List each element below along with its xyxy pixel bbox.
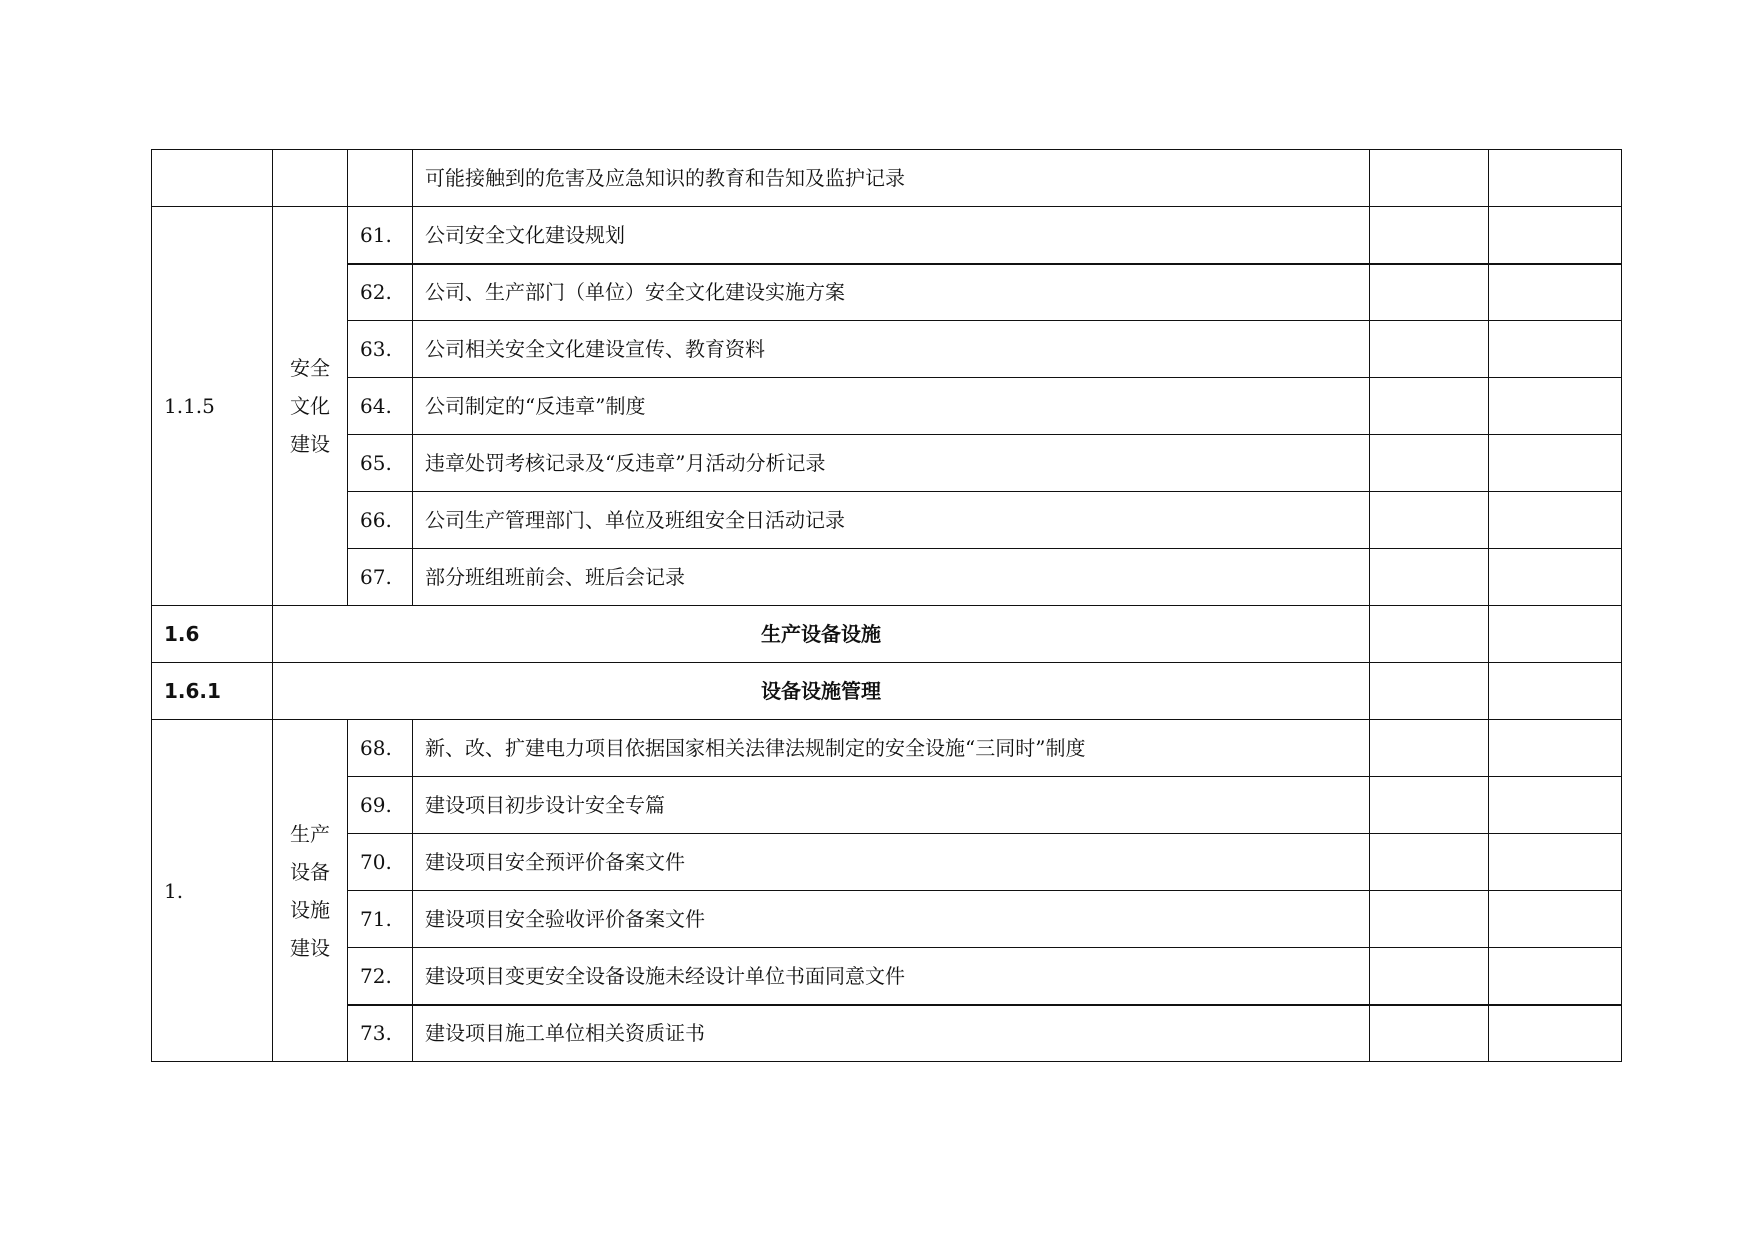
item-number: 61. xyxy=(348,207,413,264)
blank-cell xyxy=(1489,777,1622,834)
item-number: 66. xyxy=(348,492,413,549)
item-number: 68. xyxy=(348,720,413,777)
category-label: 生产设备设施建设 xyxy=(290,821,330,960)
blank-cell xyxy=(1489,492,1622,549)
item-number: 70. xyxy=(348,834,413,891)
blank-cell xyxy=(1370,834,1489,891)
blank-cell xyxy=(1489,321,1622,378)
item-text: 建设项目安全预评价备案文件 xyxy=(413,834,1370,891)
section-code: 1.6.1 xyxy=(152,663,273,720)
blank-cell xyxy=(1489,720,1622,777)
item-number: 67. xyxy=(348,549,413,606)
section-header-row xyxy=(152,663,1622,720)
table-row xyxy=(152,492,1622,549)
blank-cell xyxy=(1489,549,1622,606)
table-row xyxy=(152,378,1622,435)
table-row xyxy=(152,150,1622,207)
blank-cell xyxy=(1489,207,1622,264)
table-row xyxy=(152,834,1622,891)
section-code: 1. xyxy=(152,720,273,1062)
section-code: 1.1.5 xyxy=(152,207,273,606)
table-row xyxy=(152,720,1622,777)
blank-cell xyxy=(1370,549,1489,606)
blank-cell xyxy=(1370,891,1489,948)
blank-cell xyxy=(1489,948,1622,1005)
item-text: 公司安全文化建设规划 xyxy=(413,207,1370,264)
item-text: 公司、生产部门（单位）安全文化建设实施方案 xyxy=(413,264,1370,321)
table-row xyxy=(152,207,1622,264)
blank-cell xyxy=(1370,264,1489,321)
category-cell xyxy=(273,720,348,1062)
blank-cell xyxy=(1489,435,1622,492)
item-text: 新、改、扩建电力项目依据国家相关法律法规制定的安全设施“三同时”制度 xyxy=(413,720,1370,777)
item-number: 71. xyxy=(348,891,413,948)
blank-cell xyxy=(1489,1005,1622,1062)
blank-cell xyxy=(1370,948,1489,1005)
item-number: 63. xyxy=(348,321,413,378)
category-cell xyxy=(273,207,348,606)
section-title: 设备设施管理 xyxy=(273,663,1370,720)
blank-cell xyxy=(1370,663,1489,720)
item-text: 违章处罚考核记录及“反违章”月活动分析记录 xyxy=(413,435,1370,492)
item-number: 65. xyxy=(348,435,413,492)
blank-cell xyxy=(1489,891,1622,948)
blank-cell xyxy=(1489,834,1622,891)
blank-cell xyxy=(1370,150,1489,207)
table-row xyxy=(152,264,1622,321)
item-number: 64. xyxy=(348,378,413,435)
section-title: 生产设备设施 xyxy=(273,606,1370,663)
blank-cell xyxy=(1370,720,1489,777)
table-row xyxy=(152,948,1622,1005)
blank-cell xyxy=(1489,663,1622,720)
item-text: 建设项目变更安全设备设施未经设计单位书面同意文件 xyxy=(413,948,1370,1005)
category-cell xyxy=(273,150,348,207)
item-text: 公司制定的“反违章”制度 xyxy=(413,378,1370,435)
blank-cell xyxy=(1489,264,1622,321)
number-cell xyxy=(348,150,413,207)
table-row xyxy=(152,1005,1622,1062)
item-number: 72. xyxy=(348,948,413,1005)
category-label: 安全文化建设 xyxy=(290,356,330,456)
item-text: 公司生产管理部门、单位及班组安全日活动记录 xyxy=(413,492,1370,549)
table-row xyxy=(152,549,1622,606)
code-cell xyxy=(152,150,273,207)
item-text: 建设项目安全验收评价备案文件 xyxy=(413,891,1370,948)
section-header-row xyxy=(152,606,1622,663)
item-number: 69. xyxy=(348,777,413,834)
item-text: 建设项目初步设计安全专篇 xyxy=(413,777,1370,834)
table-row xyxy=(152,891,1622,948)
blank-cell xyxy=(1370,435,1489,492)
table-row xyxy=(152,321,1622,378)
blank-cell xyxy=(1489,150,1622,207)
blank-cell xyxy=(1370,321,1489,378)
blank-cell xyxy=(1370,1005,1489,1062)
item-text: 建设项目施工单位相关资质证书 xyxy=(413,1005,1370,1062)
blank-cell xyxy=(1370,777,1489,834)
item-text: 部分班组班前会、班后会记录 xyxy=(413,549,1370,606)
table-row xyxy=(152,435,1622,492)
blank-cell xyxy=(1370,207,1489,264)
item-number: 73. xyxy=(348,1005,413,1062)
checklist-table xyxy=(151,149,1622,1062)
table-row xyxy=(152,777,1622,834)
blank-cell xyxy=(1370,492,1489,549)
section-code: 1.6 xyxy=(152,606,273,663)
item-cell: 可能接触到的危害及应急知识的教育和告知及监护记录 xyxy=(413,150,1370,207)
item-number: 62. xyxy=(348,264,413,321)
blank-cell xyxy=(1370,606,1489,663)
blank-cell xyxy=(1489,378,1622,435)
item-text: 公司相关安全文化建设宣传、教育资料 xyxy=(413,321,1370,378)
blank-cell xyxy=(1489,606,1622,663)
blank-cell xyxy=(1370,378,1489,435)
